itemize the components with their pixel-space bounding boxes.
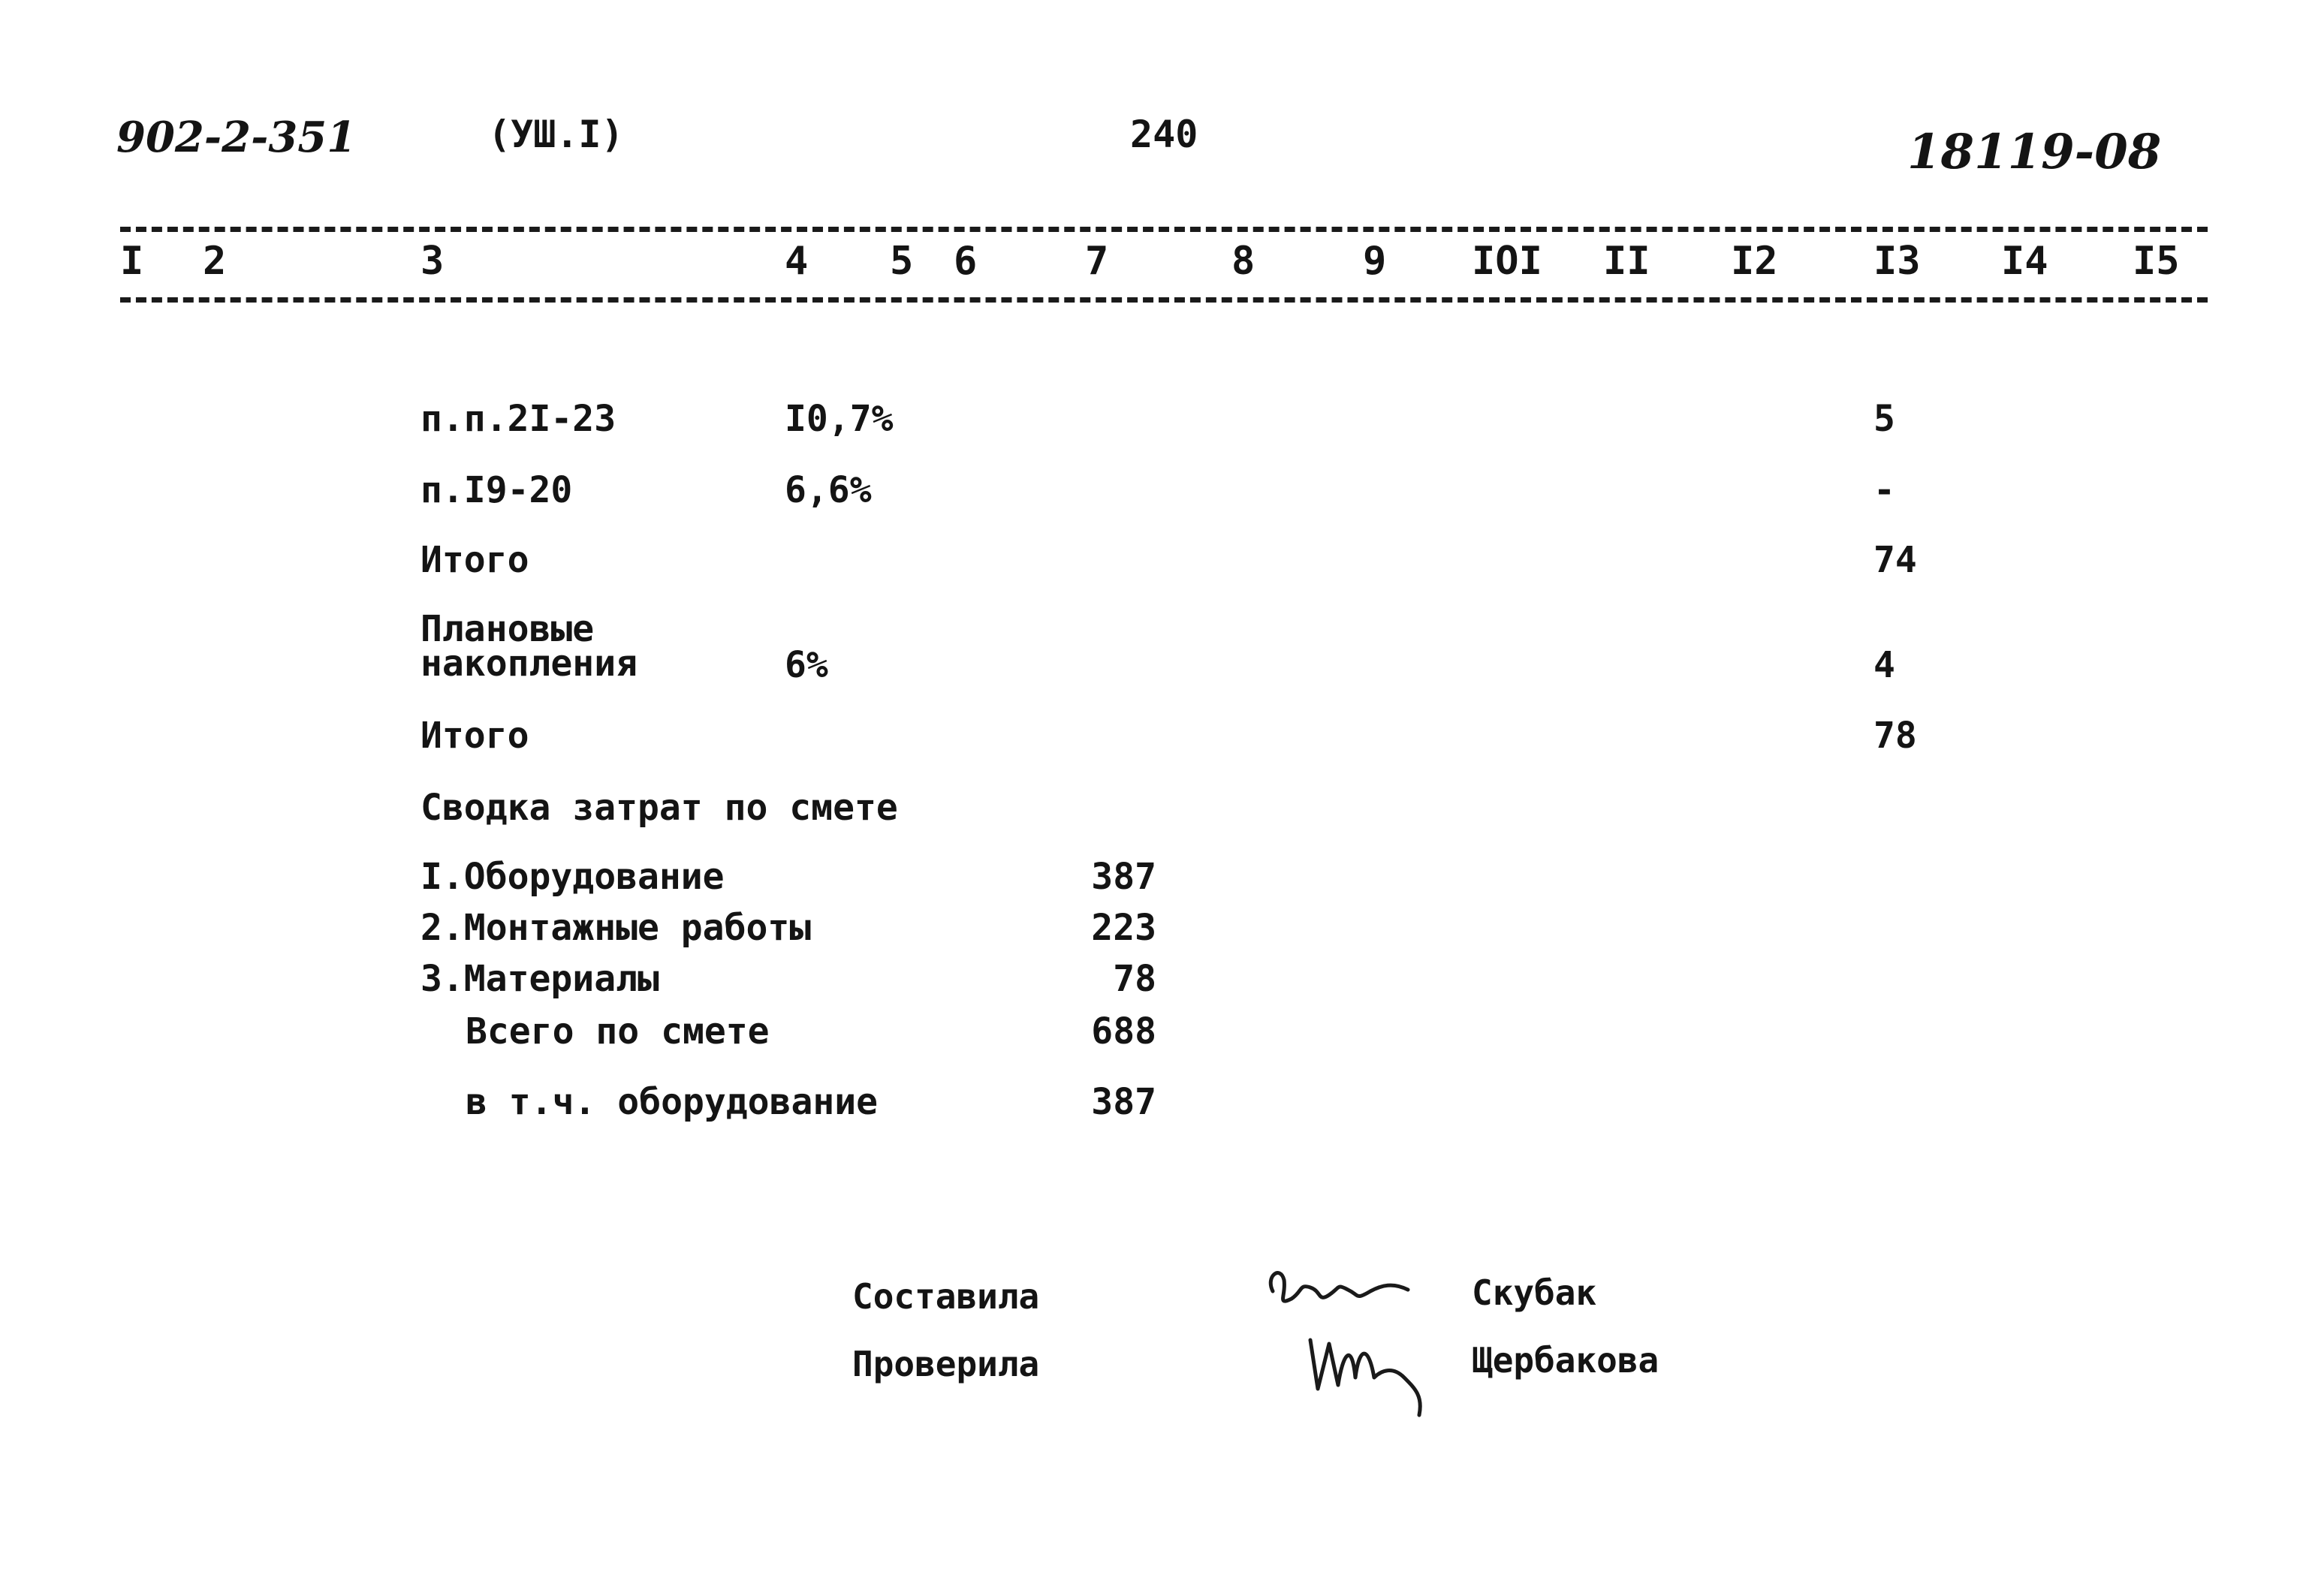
row-col13-value: - bbox=[1873, 469, 1895, 511]
row-label: п.I9-20 bbox=[421, 469, 573, 511]
col-header-1: I bbox=[120, 239, 144, 284]
page-number: 240 bbox=[1130, 113, 1198, 156]
col-header-5: 5 bbox=[890, 239, 914, 284]
col-header-10: IOI bbox=[1472, 239, 1542, 284]
summary-item-value: 387 bbox=[1091, 856, 1156, 898]
col-header-14: I4 bbox=[2001, 239, 2048, 284]
summary-total-label: Всего по смете bbox=[466, 1010, 770, 1052]
row-col13-value: 5 bbox=[1873, 398, 1895, 440]
checker-signature bbox=[1299, 1325, 1449, 1423]
compiled-by-name: Скубак bbox=[1472, 1272, 1597, 1313]
checked-by-label: Проверила bbox=[852, 1344, 1040, 1384]
checked-by-name: Щербакова bbox=[1472, 1340, 1659, 1381]
col-header-12: I2 bbox=[1731, 239, 1778, 284]
row-percent: 6% bbox=[785, 644, 828, 686]
top-dashed-rule bbox=[120, 227, 2208, 232]
section-code: (УШ.I) bbox=[488, 113, 624, 156]
col-header-2: 2 bbox=[203, 239, 227, 284]
summary-total-value: 688 bbox=[1091, 1010, 1156, 1052]
col-header-3: 3 bbox=[421, 239, 445, 284]
row-col13-value: 74 bbox=[1873, 539, 1917, 581]
col-header-4: 4 bbox=[785, 239, 809, 284]
row-label: п.п.2I-23 bbox=[421, 398, 616, 440]
col-header-15: I5 bbox=[2133, 239, 2180, 284]
col-header-9: 9 bbox=[1363, 239, 1387, 284]
row-percent: I0,7% bbox=[785, 398, 894, 440]
summary-item-label: I.Оборудование bbox=[421, 856, 725, 898]
row-col13-value: 78 bbox=[1873, 715, 1917, 757]
row-label-line-2: накопления bbox=[421, 643, 638, 685]
compiler-signature bbox=[1258, 1254, 1430, 1321]
document-code: 902-2-351 bbox=[116, 113, 357, 162]
col-header-13: I3 bbox=[1873, 239, 1921, 284]
col-header-11: II bbox=[1603, 239, 1650, 284]
row-label: Итого bbox=[421, 539, 529, 581]
row-label bbox=[421, 608, 638, 685]
row-percent: 6,6% bbox=[785, 469, 872, 511]
summary-item-value: 78 bbox=[1113, 958, 1156, 1000]
summary-item-value: 223 bbox=[1091, 907, 1156, 949]
summary-equipment-value: 387 bbox=[1091, 1081, 1156, 1123]
bottom-dashed-rule bbox=[120, 297, 2208, 303]
compiled-by-label: Составила bbox=[852, 1276, 1040, 1317]
stamp-number: 18119-08 bbox=[1907, 124, 2162, 180]
summary-item-label: 2.Монтажные работы bbox=[421, 907, 812, 949]
col-header-8: 8 bbox=[1231, 239, 1255, 284]
col-header-6: 6 bbox=[954, 239, 978, 284]
row-col13-value: 4 bbox=[1873, 644, 1895, 686]
summary-equipment-label: в т.ч. оборудование bbox=[466, 1081, 879, 1123]
summary-title: Сводка затрат по смете bbox=[421, 787, 898, 829]
row-label: Итого bbox=[421, 715, 529, 757]
row-label-line-1: Плановые bbox=[421, 608, 595, 650]
summary-item-label: 3.Материалы bbox=[421, 958, 659, 1000]
col-header-7: 7 bbox=[1085, 239, 1109, 284]
